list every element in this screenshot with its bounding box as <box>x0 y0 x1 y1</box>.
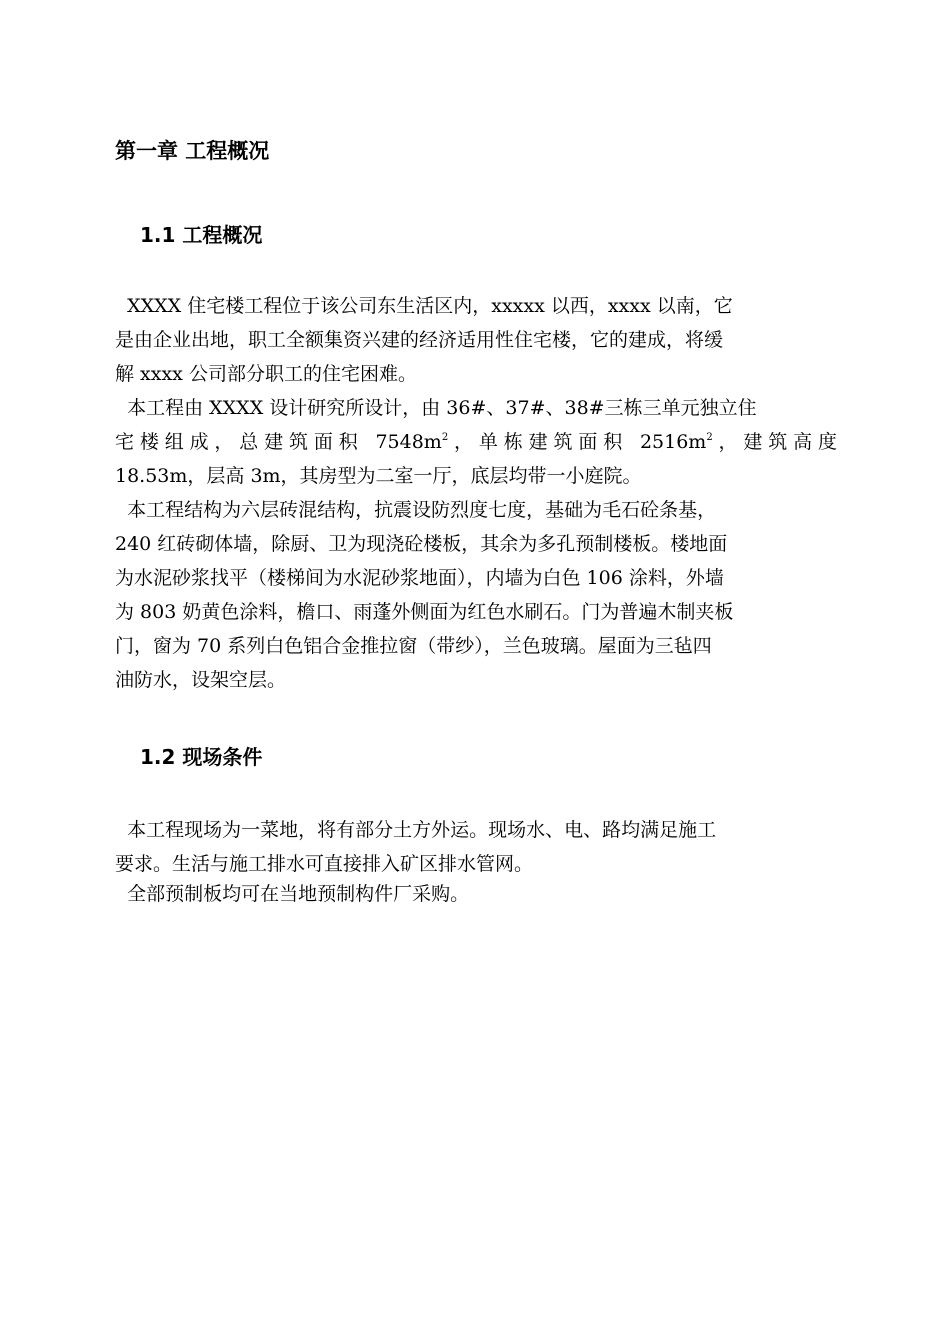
paragraph-line: 240 红砖砌体墙，除厨、卫为现浇砼楼板，其余为多孔预制楼板。楼地面 <box>115 533 728 555</box>
paragraph-site <box>115 813 837 881</box>
paragraph-line: 本工程结构为六层砖混结构，抗震设防烈度七度，基础为毛石砼条基， <box>115 499 717 521</box>
paragraph-line: XXXX 住宅楼工程位于该公司东生活区内，xxxxx 以西，xxxx 以南，它 <box>115 295 733 317</box>
chapter-title: 第一章 工程概况 <box>115 139 270 163</box>
superscript: 2 <box>706 432 713 443</box>
text-fragment: 宅楼组成，总建筑面积 7548m <box>115 431 442 453</box>
paragraph-line: 解 xxxx 公司部分职工的住宅困难。 <box>115 363 417 385</box>
section-title-overview: 1.1 工程概况 <box>140 223 263 247</box>
paragraph-line: 18.53m，层高 3m，其房型为二室一厅，底层均带一小庭院。 <box>115 465 642 487</box>
paragraph-line-areas <box>115 425 837 459</box>
paragraph-location <box>115 289 837 391</box>
section-title-site-conditions: 1.2 现场条件 <box>140 745 263 769</box>
text-fragment: ，建筑高度 <box>712 431 837 453</box>
paragraph-line: 本工程现场为一菜地，将有部分土方外运。现场水、电、路均满足施工 <box>115 819 717 841</box>
paragraph-line: 本工程由 XXXX 设计研究所设计，由 36#、37#、38#三栋三单元独立住 <box>115 397 757 419</box>
paragraph-line: 要求。生活与施工排水可直接排入矿区排水管网。 <box>115 853 534 875</box>
paragraph-line: 全部预制板均可在当地预制构件厂采购。 <box>115 883 470 905</box>
paragraph-precast <box>115 877 837 911</box>
paragraph-line: 门，窗为 70 系列白色铝合金推拉窗（带纱），兰色玻璃。屋面为三毡四 <box>115 635 712 657</box>
text-fragment: ，单栋建筑面积 2516m <box>448 431 707 453</box>
paragraph-line: 为 803 奶黄色涂料，檐口、雨蓬外侧面为红色水刷石。门为普遍木制夹板 <box>115 601 734 623</box>
paragraph-line: 是由企业出地，职工全额集资兴建的经济适用性住宅楼，它的建成，将缓 <box>115 329 724 351</box>
paragraph-structure <box>115 493 837 697</box>
paragraph-line: 油防水，设架空层。 <box>115 669 287 691</box>
paragraph-line: 为水泥砂浆找平（楼梯间为水泥砂浆地面），内墙为白色 106 涂料，外墙 <box>115 567 724 589</box>
superscript: 2 <box>441 432 449 443</box>
paragraph-design <box>115 391 837 493</box>
